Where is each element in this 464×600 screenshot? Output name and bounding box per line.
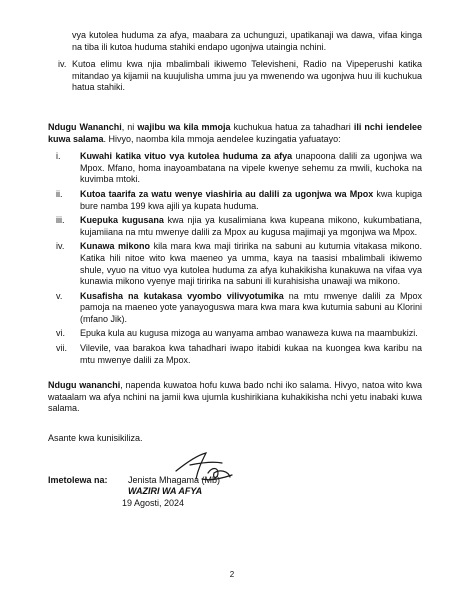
continued-paragraph: vya kutolea huduma za afya, maabara za uchunguzi, upatikanaji wa dawa, vifaa kinga na tiba ili kutoa huduma stahiki endapo ugonjwa utaingia nchini. bbox=[72, 30, 422, 52]
list-item bbox=[48, 328, 422, 340]
list-text bbox=[80, 215, 422, 238]
list-text bbox=[80, 343, 422, 366]
handwritten-signature bbox=[168, 449, 238, 485]
intro-text-1: , ni bbox=[121, 121, 138, 132]
list-rest: kila mara kwa maji tiririka na sabuni au kutumia vitakasa mikono. Katika hili nitoe wito kwa maeneo ya umma, kaya na taasisi mbalimbali ikiwemo shule, vyuo na vituo vya kutolea huduma za afya kuhakikisha kunakuwa na vifaa vya kunawia mikono vyenye maji tiririka na sabuni ili kurahisisha unawaji wa mikono. bbox=[80, 241, 422, 287]
list-number: i. bbox=[56, 151, 61, 162]
list-number: iv. bbox=[56, 241, 65, 252]
list-item bbox=[48, 291, 422, 326]
list-number: iii. bbox=[56, 215, 65, 226]
list-text bbox=[80, 291, 422, 326]
intro-bold-1: wajibu wa kila mmoja bbox=[137, 121, 231, 132]
list-number: vi. bbox=[56, 328, 65, 339]
list-item-iv-previous bbox=[48, 59, 422, 94]
salutation: Ndugu Wananchi bbox=[48, 121, 122, 132]
precautions-list bbox=[48, 151, 422, 366]
list-item bbox=[48, 151, 422, 186]
intro-bold-2: ili nchi iendelee kuwa salama bbox=[48, 121, 422, 144]
list-rest: kwa kupiga bure namba 199 kwa ajili ya kupata huduma. bbox=[80, 188, 422, 211]
list-item bbox=[48, 343, 422, 366]
list-rest: unapoona dalili za ugonjwa wa Mpox. Mfano, homa inayoambatana na vipele kwenye sehemu za mwili, kuchoka na kuvimba mtoki. bbox=[80, 151, 422, 185]
issued-by-label: Imetolewa na: bbox=[48, 474, 108, 485]
list-item bbox=[48, 241, 422, 287]
closing-salutation: Ndugu wananchi bbox=[48, 380, 121, 391]
closing-text: , napenda kuwatoa hofu kuwa bado nchi iko salama. Hivyo, natoa wito kwa wataalam wa afya nchini na jamii kwa ujumla kushirikiana kuhakikisha nchi yetu inabaki kuwa salama. bbox=[48, 380, 423, 414]
intro-text-3: . Hivyo, naomba kila mmoja aendelee kuzingatia yafuatayo: bbox=[103, 133, 341, 144]
list-text bbox=[80, 189, 422, 212]
list-text: Kutoa elimu kwa njia mbalimbali ikiwemo Televisheni, Radio na Vipeperushi katika mitandao ya kijamii na kuujulisha umma juu ya mwenendo wa ugonjwa huu ili kuchukua hatua stahiki. bbox=[72, 59, 422, 93]
issue-date: 19 Agosti, 2024 bbox=[122, 497, 185, 508]
signatory-title: WAZIRI WA AFYA bbox=[128, 486, 203, 497]
thanks-line: Asante kwa kunisikiliza. bbox=[48, 433, 143, 444]
list-text bbox=[80, 328, 422, 340]
list-rest: Vilevile, vaa barakoa kwa tahadhari iwapo itabidi kukaa na kuongea kwa karibu na mtu mwenye dalili za Mpox. bbox=[80, 343, 422, 365]
intro-paragraph bbox=[48, 122, 422, 145]
list-text bbox=[80, 241, 422, 287]
list-bold: Kuepuka kugusana bbox=[80, 215, 164, 226]
list-bold: Kuwahi katika vituo vya kutolea huduma za afya bbox=[80, 151, 293, 162]
list-rest: Epuka kula au kugusa mizoga au wanyama ambao wanaweza kuwa na maambukizi. bbox=[80, 328, 418, 339]
list-bold: Kusafisha na kutakasa vyombo vilivyotumika bbox=[80, 290, 284, 301]
list-number: iv. bbox=[58, 59, 67, 70]
list-number: vii. bbox=[56, 343, 67, 354]
closing-paragraph bbox=[48, 380, 422, 415]
page-number: 2 bbox=[229, 570, 235, 579]
list-bold: Kutoa taarifa za watu wenye viashiria au dalili za ugonjwa wa Mpox bbox=[80, 188, 374, 199]
list-number: ii. bbox=[56, 188, 63, 199]
list-item bbox=[48, 215, 422, 238]
list-text bbox=[80, 151, 422, 186]
list-rest: na mtu mwenye dalili za Mpox pamoja na maeneo yote yanayoguswa mara kwa mara kwa kutumia sabuni au Klorini (mfano Jik). bbox=[80, 290, 422, 324]
signatory-name: Jenista Mhagama (Mb) bbox=[128, 474, 221, 485]
list-number: v. bbox=[56, 290, 63, 301]
list-bold: Kunawa mikono bbox=[80, 241, 151, 252]
list-rest: kwa njia ya kusalimiana kwa kupeana mikono, kukumbatiana, kujamiiana na mtu mwenye dalili za Mpox au kugusa majimaji ya mgonjwa wa Mpox. bbox=[80, 215, 422, 237]
intro-text-2: kuchukua hatua za tahadhari bbox=[230, 121, 354, 132]
list-item bbox=[48, 189, 422, 212]
signature-block bbox=[48, 475, 422, 515]
